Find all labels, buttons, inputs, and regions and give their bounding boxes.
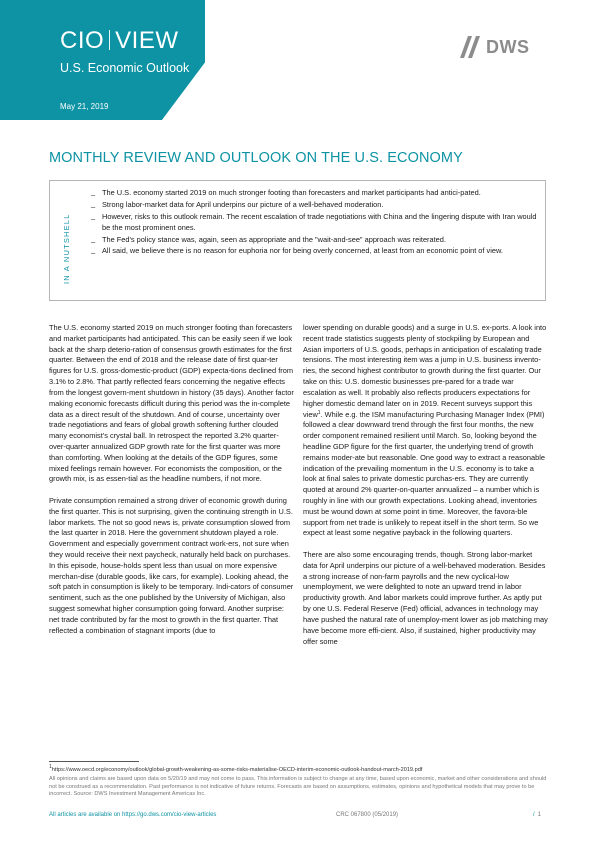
- nutshell-label: IN A NUTSHELL: [62, 213, 71, 284]
- footnote-link[interactable]: https://www.oecd.org/economy/outlook/global-growth-weakening-as-some-risks-materialise-OECD-interim-economic-outlook-handout-march-2019.pdf: [51, 767, 423, 773]
- disclaimer: All opinions and claims are based upon data on 5/20/19 and may not come to pass. This information is subject to change at any time, based upon economic, market and other considerations and should not be construed as a recommendation. Past performance is not indicative of future returns. Forecasts are based on assumptions, estimates, opinions and hypothetical models that may prove to be incorrect. Source: DWS Investment Management Americas Inc.: [49, 776, 547, 798]
- articles-link[interactable]: All articles are available on https://go.dws.com/cio-view-articles: [49, 812, 217, 818]
- page-number-value: 1: [537, 812, 542, 818]
- page-number-divider: /: [533, 812, 535, 818]
- nutshell-item: _ All said, we believe there is no reason for euphoria nor for being overly concerned, at least from an economic point of view.: [91, 245, 539, 256]
- report-subtitle: U.S. Economic Outlook: [60, 61, 190, 75]
- footnote-url[interactable]: [49, 764, 423, 773]
- body-paragraph: Private consumption remained a strong driver of economic growth during the first quarter. This is not surprising, given the continuing strength in U.S. labor markets. The not so good news is, private consumption slowed from the last quarter in 2018. Here the government shutdown played a role. Government and especially government contract work-ers, not sure when they would receive their next paycheck, naturally held back on purchases. In this episode, house-holds spent less than usual on more expensive merchan-dise (durable goods, like cars, for example). Looking ahead, the soft patch in consumption is likely to be temporary. Indi-cators of consumer sentiment, such as the one published by the University of Michigan, also suggest somewhat higher consumption going forward. Another surprise: net trade contributed by far the most to growth in the first quarter. That reflected a combination of stagnant imports (due to: [49, 495, 294, 635]
- crc-code: CRC 067800 (05/2019): [336, 812, 399, 818]
- body-column-right: [303, 323, 548, 658]
- nutshell-item: _ Strong labor-market data for April underpins our picture of a well-behaved moderation.: [91, 199, 539, 210]
- page-title: MONTHLY REVIEW AND OUTLOOK ON THE U.S. ECONOMY: [49, 150, 463, 166]
- nutshell-list: [91, 187, 539, 257]
- body-column-left: [49, 323, 294, 647]
- footnote-rule: [49, 761, 139, 762]
- brand-separator: [109, 30, 110, 50]
- dws-logo-text: DWS: [486, 37, 530, 57]
- body-paragraph: There are also some encouraging trends, though. Strong labor-market data for April underpins our picture of a well-behaved moderation. Besides a strong increase of non-farm payrolls and the new cyclical-low unemployment, we were delighted to note an upward trend in labor productivity growth. And labor markets could improve further. As aptly put by one U.S. Federal Reserve (Fed) official, advances in technology may have pushed the natural rate of unemploy-ment lower as job matching may have become more effi-cient. Also, if sustained, higher productivity may offer some: [303, 550, 548, 646]
- dws-logo: [460, 36, 550, 58]
- page-number: [533, 812, 541, 818]
- nutshell-item: _ The Fed's policy stance was, again, seen as appropriate and the "wait-and-see" approach was reiterated.: [91, 234, 539, 245]
- body-paragraph: [303, 323, 548, 539]
- brand-view: VIEW: [115, 27, 179, 54]
- brand-title: [60, 27, 179, 55]
- brand-cio: CIO: [60, 27, 105, 54]
- body-text: . While e.g. the ISM manufacturing Purchasing Manager Index (PMI) followed a clear downward trend through the first four months, the new order component remained resilient until March. So, looking beyond the headline GDP figure for the first quarter, the underlying trend of growth remains moder-ate but reasonable. One good way to extract a reasonable indication of the prevailing momentum in the U.S. economy is to take a look at final sales to private domestic purchas-ers. They are currently quoted at around 2% quarter-on-quarter annualized – a number which is roughly in line with our growth expectations. Looking ahead, inventories must be wound down at some point in time. Moreover, the favora-ble support from net trade is unlikely to repeat itself in the short term. So we expect at least some negative payback in the following quarters.: [303, 409, 545, 538]
- footnote-number: 1: [49, 764, 52, 770]
- body-paragraph: The U.S. economy started 2019 on much stronger footing than forecasters and market participants had anticipated. This can be easily seen if we look back at the sharp deterio-ration of consensus growth estimates for the first quarter. Between the end of 2018 and the release date of first quar-ter figures for U.S. gross-domestic-product (GDP) expecta-tions declined from 3.1% to 2.8%. That partly reflected fears concerning the negative effects from the longest govern-ment shutdown in history (35 days). Another factor making economic forecasts difficult during this period was the in-complete data as a direct result of the shutdown. And of course, uncertainty over trade negotiations and fears of global growth softening further clouded many economist's crystal ball. In retrospect the reported 3.2% quarter-over-quarter annualized GDP growth rate for the first quarter was more than comforting. When looking at the details of the GDP figures, some mixed feelings remain however. For economists the composition, or the growth mix, is as essen-tial as the headline numbers, if not more.: [49, 323, 294, 484]
- report-date: May 21, 2019: [60, 102, 109, 111]
- nutshell-item: _ The U.S. economy started 2019 on much stronger footing than forecasters and market participants had antici-pated.: [91, 187, 539, 198]
- nutshell-item: _ However, risks to this outlook remain. The recent escalation of trade negotiations with China and the lingering dispute with Iran would be the most prominent ones.: [91, 211, 539, 233]
- body-text: lower spending on durable goods) and a surge in U.S. ex-ports. A look into recent trade statistics suggests plenty of stockpiling by European and Asian importers of U.S. goods, perhaps in anticipation of escalating trade tensions. The most interesting item was a jump in U.S. business invento-ries, the second highest contributor to growth during the first quarter. Our take on this: U.S. domestic businesses pre-pared for a trade war escalation as well. It probably also reflects producers expectations for higher domestic demand later on in 2019. Recent surveys support this view: [303, 323, 547, 419]
- dws-slash-icon: [460, 36, 486, 58]
- footnote-marker: 1: [317, 409, 321, 416]
